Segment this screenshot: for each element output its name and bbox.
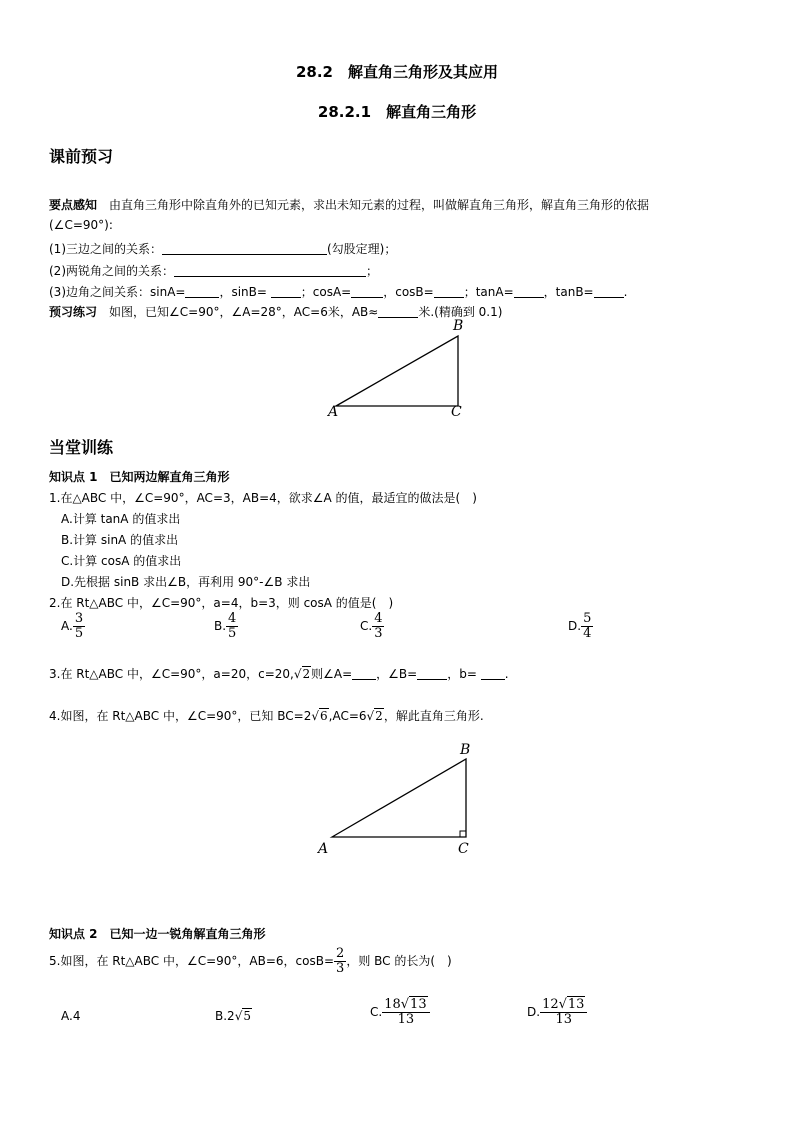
- answer-blank[interactable]: [594, 285, 624, 298]
- vertex-label-a: A: [328, 404, 339, 420]
- answer-blank[interactable]: [271, 285, 301, 298]
- answer-blank[interactable]: [174, 264, 366, 277]
- sqrt-expression: √2: [293, 667, 311, 681]
- answer-blank[interactable]: [481, 667, 505, 680]
- question-2-option-d[interactable]: D. $\frac{5}{4}$: [568, 611, 592, 641]
- answer-blank[interactable]: [185, 285, 219, 298]
- question-5-option-c[interactable]: C. $\frac{18√13}{13}$: [370, 998, 430, 1027]
- key-points-text: 由直角三角形中除直角外的已知元素，求出未知元素的过程，叫做解直角三角形，解直角三角形的依据: [97, 198, 650, 212]
- answer-blank[interactable]: [514, 285, 544, 298]
- answer-blank[interactable]: [351, 285, 383, 298]
- triangle-shape: [332, 759, 466, 837]
- question-1-option-a[interactable]: A.计算 tanA 的值求出: [61, 512, 181, 526]
- page-subtitle: 28.2.1 解直角三角形: [317, 103, 477, 121]
- question-1: 1.在△ABC 中，∠C=90°，AC=3，AB=4，欲求∠A 的值，最适宜的做法是( ): [49, 491, 477, 505]
- triangle-shape: [336, 336, 458, 406]
- question-3: 3.在 Rt△ABC 中，∠C=90°，a=20，c=20,√2则∠A= ，∠B= ，b= .: [49, 667, 509, 681]
- key-points-label: 要点感知: [49, 198, 98, 212]
- question-2-option-b[interactable]: B. $\frac{4}{5}$: [214, 611, 237, 641]
- question-2-option-a[interactable]: A. $\frac{3}{5}$: [61, 611, 84, 641]
- vertex-label-c: C: [458, 841, 469, 857]
- question-2-option-c[interactable]: C. $\frac{4}{3}$: [360, 611, 383, 641]
- sqrt-expression: √6: [311, 709, 328, 723]
- vertex-label-b: B: [460, 742, 471, 758]
- question-5: 5.如图，在 Rt△ABC 中，∠C=90°，AB=6，cosB= $\frac{2}{3}$ ，则 BC 的长为( ): [49, 946, 452, 976]
- vertex-label-a: A: [318, 841, 329, 857]
- fraction: $\frac{2}{3}$: [336, 946, 345, 976]
- answer-blank[interactable]: [417, 667, 447, 680]
- preview-exercise-label: 预习练习: [49, 305, 98, 319]
- triangle-figure-2: [320, 745, 480, 850]
- question-4: 4.如图，在 Rt△ABC 中，∠C=90°，已知 BC=2√6,AC=6√2，解此直角三角形.: [49, 709, 484, 723]
- section-training-title: 当堂训练: [49, 438, 114, 457]
- question-1-option-d[interactable]: D.先根据 sinB 求出∠B，再利用 90°-∠B 求出: [61, 575, 311, 589]
- relation-item-2: (2)两锐角之间的关系： ；: [49, 264, 379, 278]
- key-points-condition: (∠C=90°):: [49, 218, 113, 232]
- answer-blank[interactable]: [162, 242, 327, 255]
- question-1-option-b[interactable]: B.计算 sinA 的值求出: [61, 533, 179, 547]
- page-title: 28.2 解直角三角形及其应用: [295, 63, 498, 81]
- key-points-line: [49, 196, 649, 213]
- question-1-option-c[interactable]: C.计算 cosA 的值求出: [61, 554, 182, 568]
- sqrt-expression: √2: [366, 709, 383, 723]
- preview-exercise: 预习练习 如图，已知∠C=90°，∠A=28°，AC=6米，AB≈ 米.(精确到 0.1): [49, 305, 503, 319]
- knowledge-point-2: 知识点 2 已知一边一锐角解直角三角形: [49, 927, 266, 941]
- answer-blank[interactable]: [434, 285, 464, 298]
- section-preview-title: 课前预习: [49, 147, 114, 166]
- relation-item-3: (3)边角之间关系：sinA= ，sinB= ；cosA= ，cosB= ；tanA= ，tanB= .: [49, 285, 628, 299]
- relation-item-1: (1)三边之间的关系： (勾股定理)；: [49, 242, 397, 256]
- question-5-option-b[interactable]: B.2√5: [215, 1009, 251, 1023]
- right-angle-marker: [460, 831, 466, 837]
- question-5-option-a[interactable]: A.4: [61, 1009, 81, 1023]
- knowledge-point-1: 知识点 1 已知两边解直角三角形: [49, 470, 230, 484]
- question-5-option-d[interactable]: D. $\frac{12√13}{13}$: [527, 998, 587, 1027]
- vertex-label-b: B: [453, 318, 464, 334]
- question-2: 2.在 Rt△ABC 中，∠C=90°，a=4，b=3，则 cosA 的值是( ): [49, 596, 394, 610]
- answer-blank[interactable]: [352, 667, 376, 680]
- vertex-label-c: C: [451, 404, 462, 420]
